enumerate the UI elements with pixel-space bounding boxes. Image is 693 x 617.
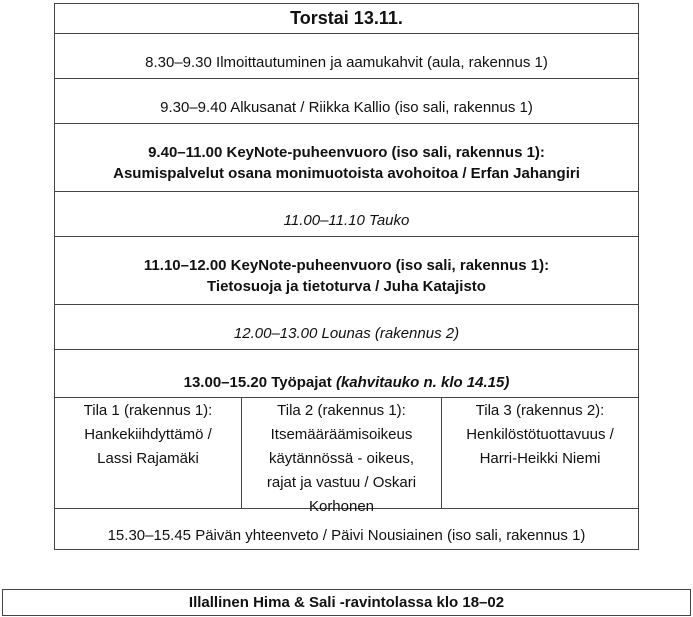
row-text: Lounas (rakennus 2) [321, 325, 460, 342]
row-text: Alkusanat / Riikka Kallio (iso sali, rakennus 1) [230, 99, 533, 116]
workshops-title: 13.00–15.20 Työpajat [183, 374, 332, 391]
track-line: Itsemääräämisoikeus [270, 426, 413, 443]
row-time: 11.00–11.10 [283, 212, 365, 229]
workshop-track-1 [55, 398, 241, 508]
workshops-note: (kahvitauko n. klo 14.15) [335, 374, 510, 391]
track-line: käytännössä - oikeus, [268, 450, 415, 467]
schedule-row-opening [55, 79, 638, 124]
workshop-track-3 [441, 398, 638, 508]
track-room: Tila 1 (rakennus 1): [83, 402, 213, 419]
row-time: 9.30–9.40 [160, 99, 227, 116]
keynote-topic: Tietosuoja ja tietoturva / Juha Katajisto [207, 278, 486, 295]
track-line: Lassi Rajamäki [97, 450, 199, 467]
keynote-heading: 9.40–11.00 KeyNote-puheenvuoro (iso sali, rakennus 1): [148, 144, 545, 161]
row-text: Ilmoittautuminen ja aamukahvit (aula, rakennus 1) [216, 54, 548, 71]
track-line: Henkilöstötuottavuus / [466, 426, 614, 443]
schedule-row-lunch [55, 305, 638, 350]
schedule-row-break [55, 192, 638, 237]
schedule-row-registration [55, 34, 638, 79]
row-time: 12.00–13.00 [233, 325, 318, 342]
keynote-topic: Asumispalvelut osana monimuotoista avohoitoa / Erfan Jahangiri [113, 165, 580, 182]
schedule-row-keynote-1 [55, 124, 638, 192]
workshops-heading [55, 350, 638, 398]
track-room: Tila 2 (rakennus 1): [277, 402, 406, 419]
track-line: rajat ja vastuu / Oskari [266, 474, 417, 491]
workshop-track-2 [241, 398, 441, 515]
row-text: Tauko [369, 212, 410, 229]
keynote-heading: 11.10–12.00 KeyNote-puheenvuoro (iso sali, rakennus 1): [143, 257, 550, 274]
dinner-banner: Illallinen Hima & Sali -ravintolassa klo 18–02 [2, 589, 691, 616]
row-text: Päivän yhteenveto / Päivi Nousiainen (iso sali, rakennus 1) [195, 527, 586, 544]
day-title: Torstai 13.11. [55, 4, 638, 34]
workshop-tracks [55, 398, 638, 515]
row-time: 15.30–15.45 [107, 527, 192, 544]
row-time: 8.30–9.30 [145, 54, 212, 71]
track-line: Korhonen [308, 498, 375, 515]
track-line: Harri-Heikki Niemi [479, 450, 601, 467]
schedule-row-keynote-2 [55, 237, 638, 305]
track-line: Hankekiihdyttämö / [84, 426, 212, 443]
track-room: Tila 3 (rakennus 2): [475, 402, 605, 419]
schedule-table [54, 3, 639, 550]
